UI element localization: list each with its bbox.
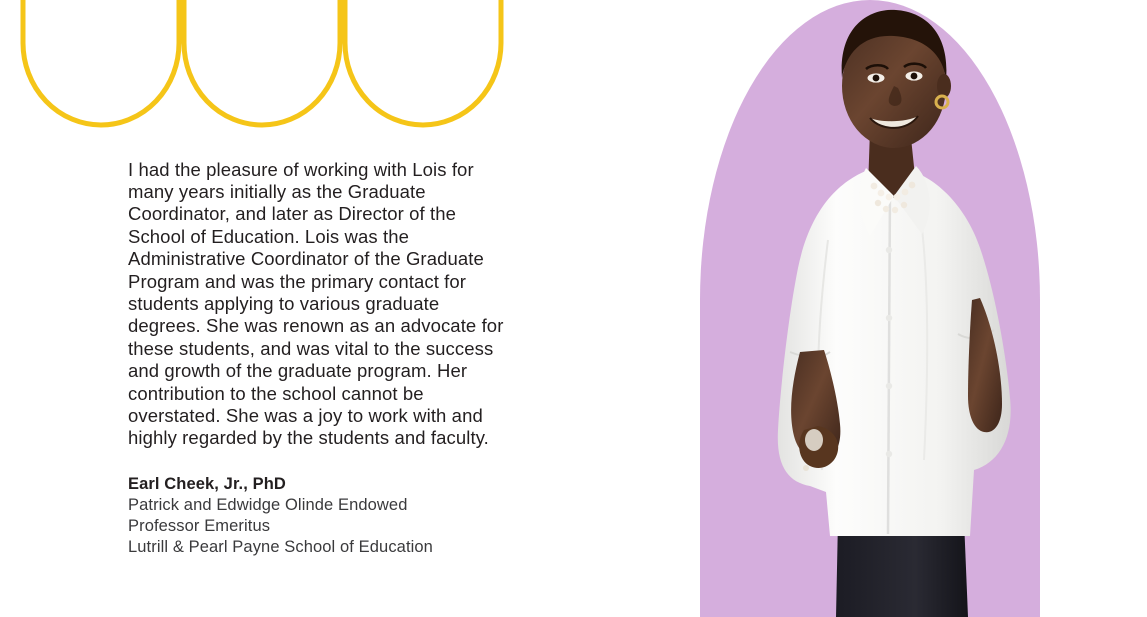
author-name: Earl Cheek, Jr., PhD (128, 474, 286, 493)
testimonial-attribution (128, 474, 508, 558)
author-affiliation: Lutrill & Pearl Payne School of Education (128, 537, 433, 556)
testimonial-block (128, 140, 508, 558)
portrait-panel (700, 0, 1040, 617)
portrait-photo (718, 0, 1048, 617)
testimonial-quote: I had the pleasure of working with Lois for many years initially as the Graduate Coordinator, and later as Director of the School of Education. Lois was the Administrative Coordinator of the Graduate Program and was the primary contact for students applying to various graduate degrees. She was renown as an advocate for these students, and was vital to the success and growth of the graduate program. Her contribution to the school cannot be overstated. She was a joy to work with and highly regarded by the students and faculty. (128, 158, 509, 449)
decorative-arcs (18, 0, 518, 128)
author-title-line-1: Patrick and Edwidge Olinde Endowed (128, 495, 408, 514)
author-title-line-2: Professor Emeritus (128, 516, 271, 535)
three-arcs-icon (18, 0, 518, 128)
